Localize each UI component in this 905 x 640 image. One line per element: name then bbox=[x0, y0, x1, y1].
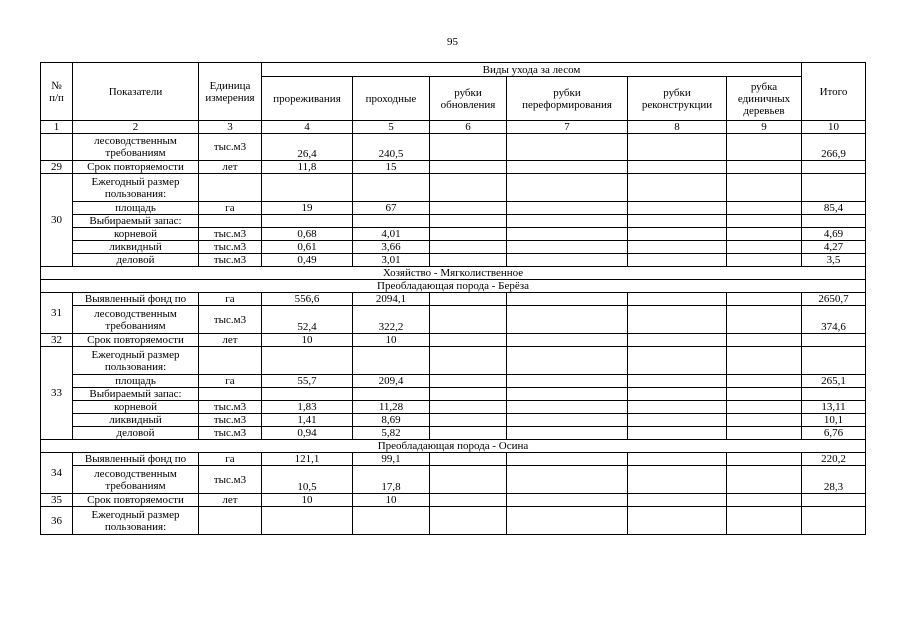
row-unit: тыс.м3 bbox=[199, 427, 262, 440]
cell-value: 10 bbox=[353, 494, 430, 507]
col-number: 7 bbox=[507, 121, 628, 134]
cell-value: 55,7 bbox=[262, 375, 353, 388]
cell-value: 15 bbox=[353, 161, 430, 174]
col-number: 6 bbox=[430, 121, 507, 134]
row-number: 32 bbox=[41, 334, 73, 347]
cell-value: 1,41 bbox=[262, 414, 353, 427]
row-label: площадь bbox=[73, 202, 199, 215]
forest-care-table bbox=[40, 62, 866, 535]
cell-value: 26,4 bbox=[262, 134, 353, 161]
table-row bbox=[41, 134, 866, 161]
row-label: Ежегодный размер пользования: bbox=[73, 347, 199, 375]
table-row bbox=[41, 334, 866, 347]
table-row bbox=[41, 254, 866, 267]
cell-value: 8,69 bbox=[353, 414, 430, 427]
row-label: Выявленный фонд по bbox=[73, 293, 199, 306]
row-label: ликвидный bbox=[73, 414, 199, 427]
col-number: 10 bbox=[802, 121, 866, 134]
header-type-reconstruction: рубки реконструкции bbox=[628, 77, 727, 121]
cell-total: 265,1 bbox=[802, 375, 866, 388]
row-number: 31 bbox=[41, 293, 73, 334]
table-row bbox=[41, 347, 866, 375]
cell-value: 10 bbox=[262, 334, 353, 347]
row-unit: тыс.м3 bbox=[199, 228, 262, 241]
cell-value: 52,4 bbox=[262, 306, 353, 334]
header-type-renewal: рубки обновления bbox=[430, 77, 507, 121]
header-type-passing: проходные bbox=[353, 77, 430, 121]
cell-value: 5,82 bbox=[353, 427, 430, 440]
header-no: № п/п bbox=[41, 63, 73, 121]
row-unit: лет bbox=[199, 161, 262, 174]
row-label: площадь bbox=[73, 375, 199, 388]
row-unit: га bbox=[199, 293, 262, 306]
row-label: лесоводственным требованиям bbox=[73, 466, 199, 494]
row-unit: тыс.м3 bbox=[199, 414, 262, 427]
cell-value: 1,83 bbox=[262, 401, 353, 414]
col-number: 4 bbox=[262, 121, 353, 134]
row-unit: тыс.м3 bbox=[199, 241, 262, 254]
row-label: деловой bbox=[73, 427, 199, 440]
table-row bbox=[41, 202, 866, 215]
row-unit: га bbox=[199, 375, 262, 388]
table-row bbox=[41, 401, 866, 414]
cell-value: 67 bbox=[353, 202, 430, 215]
col-number: 9 bbox=[727, 121, 802, 134]
cell-value: 240,5 bbox=[353, 134, 430, 161]
col-number: 2 bbox=[73, 121, 199, 134]
row-number: 30 bbox=[41, 174, 73, 267]
col-number: 1 bbox=[41, 121, 73, 134]
table-row bbox=[41, 241, 866, 254]
cell-value: 0,94 bbox=[262, 427, 353, 440]
row-label: Срок повторяемости bbox=[73, 334, 199, 347]
cell-total: 4,69 bbox=[802, 228, 866, 241]
cell-value: 121,1 bbox=[262, 453, 353, 466]
section-header-softwood: Хозяйство - Мягколиственное bbox=[41, 267, 866, 280]
row-unit: тыс.м3 bbox=[199, 466, 262, 494]
row-number: 33 bbox=[41, 347, 73, 440]
table-row bbox=[41, 228, 866, 241]
col-number: 8 bbox=[628, 121, 727, 134]
row-unit: лет bbox=[199, 494, 262, 507]
cell-total: 10,1 bbox=[802, 414, 866, 427]
cell-value: 10,5 bbox=[262, 466, 353, 494]
cell-value: 11,28 bbox=[353, 401, 430, 414]
table-row bbox=[41, 453, 866, 466]
page-number: 95 bbox=[447, 36, 458, 48]
row-unit: тыс.м3 bbox=[199, 254, 262, 267]
cell-total: 6,76 bbox=[802, 427, 866, 440]
row-number: 36 bbox=[41, 507, 73, 535]
table-row bbox=[41, 466, 866, 494]
row-label: деловой bbox=[73, 254, 199, 267]
cell-total: 374,6 bbox=[802, 306, 866, 334]
cell-total: 2650,7 bbox=[802, 293, 866, 306]
row-label: Выявленный фонд по bbox=[73, 453, 199, 466]
cell-value: 556,6 bbox=[262, 293, 353, 306]
cell-value: 322,2 bbox=[353, 306, 430, 334]
table-row bbox=[41, 215, 866, 228]
table-row bbox=[41, 507, 866, 535]
cell-value: 0,61 bbox=[262, 241, 353, 254]
table-row bbox=[41, 427, 866, 440]
header-unit: Единица измерения bbox=[199, 63, 262, 121]
row-unit: га bbox=[199, 202, 262, 215]
table-row bbox=[41, 494, 866, 507]
row-unit: тыс.м3 bbox=[199, 134, 262, 161]
cell-total: 4,27 bbox=[802, 241, 866, 254]
table-row bbox=[41, 161, 866, 174]
table-row bbox=[41, 414, 866, 427]
cell-total: 266,9 bbox=[802, 134, 866, 161]
row-label: корневой bbox=[73, 228, 199, 241]
row-unit: лет bbox=[199, 334, 262, 347]
header-care-types: Виды ухода за лесом bbox=[262, 63, 802, 77]
cell-total: 220,2 bbox=[802, 453, 866, 466]
row-label: Срок повторяемости bbox=[73, 161, 199, 174]
cell-value: 4,01 bbox=[353, 228, 430, 241]
row-number: 35 bbox=[41, 494, 73, 507]
cell-value: 2094,1 bbox=[353, 293, 430, 306]
header-total: Итого bbox=[802, 63, 866, 121]
row-label: Срок повторяемости bbox=[73, 494, 199, 507]
row-label: корневой bbox=[73, 401, 199, 414]
table-row bbox=[41, 174, 866, 202]
row-label: Ежегодный размер пользования: bbox=[73, 174, 199, 202]
cell-value: 3,66 bbox=[353, 241, 430, 254]
cell-total: 28,3 bbox=[802, 466, 866, 494]
cell-value: 17,8 bbox=[353, 466, 430, 494]
row-label: лесоводственным требованиям bbox=[73, 134, 199, 161]
table-row bbox=[41, 306, 866, 334]
row-unit: тыс.м3 bbox=[199, 306, 262, 334]
row-unit: га bbox=[199, 453, 262, 466]
table-row bbox=[41, 375, 866, 388]
cell-value: 0,68 bbox=[262, 228, 353, 241]
row-number: 34 bbox=[41, 453, 73, 494]
col-number: 5 bbox=[353, 121, 430, 134]
cell-total: 13,11 bbox=[802, 401, 866, 414]
row-number: 29 bbox=[41, 161, 73, 174]
row-label: Выбираемый запас: bbox=[73, 388, 199, 401]
table-row bbox=[41, 388, 866, 401]
header-indicators: Показатели bbox=[73, 63, 199, 121]
header-type-thinning: прореживания bbox=[262, 77, 353, 121]
cell-value: 0,49 bbox=[262, 254, 353, 267]
cell-total: 3,5 bbox=[802, 254, 866, 267]
section-header-aspen: Преобладающая порода - Осина bbox=[41, 440, 866, 453]
table-row bbox=[41, 293, 866, 306]
cell-value: 10 bbox=[262, 494, 353, 507]
cell-value: 11,8 bbox=[262, 161, 353, 174]
cell-total: 85,4 bbox=[802, 202, 866, 215]
row-label: лесоводственным требованиям bbox=[73, 306, 199, 334]
row-label: Ежегодный размер пользования: bbox=[73, 507, 199, 535]
cell-value: 3,01 bbox=[353, 254, 430, 267]
cell-value: 209,4 bbox=[353, 375, 430, 388]
cell-value: 99,1 bbox=[353, 453, 430, 466]
header-type-reformation: рубки переформирования bbox=[507, 77, 628, 121]
cell-value: 10 bbox=[353, 334, 430, 347]
section-header-birch: Преобладающая порода - Берёза bbox=[41, 280, 866, 293]
row-label: Выбираемый запас: bbox=[73, 215, 199, 228]
header-type-single-tree: рубка единичных деревьев bbox=[727, 77, 802, 121]
col-number: 3 bbox=[199, 121, 262, 134]
row-unit: тыс.м3 bbox=[199, 401, 262, 414]
cell-value: 19 bbox=[262, 202, 353, 215]
row-label: ликвидный bbox=[73, 241, 199, 254]
